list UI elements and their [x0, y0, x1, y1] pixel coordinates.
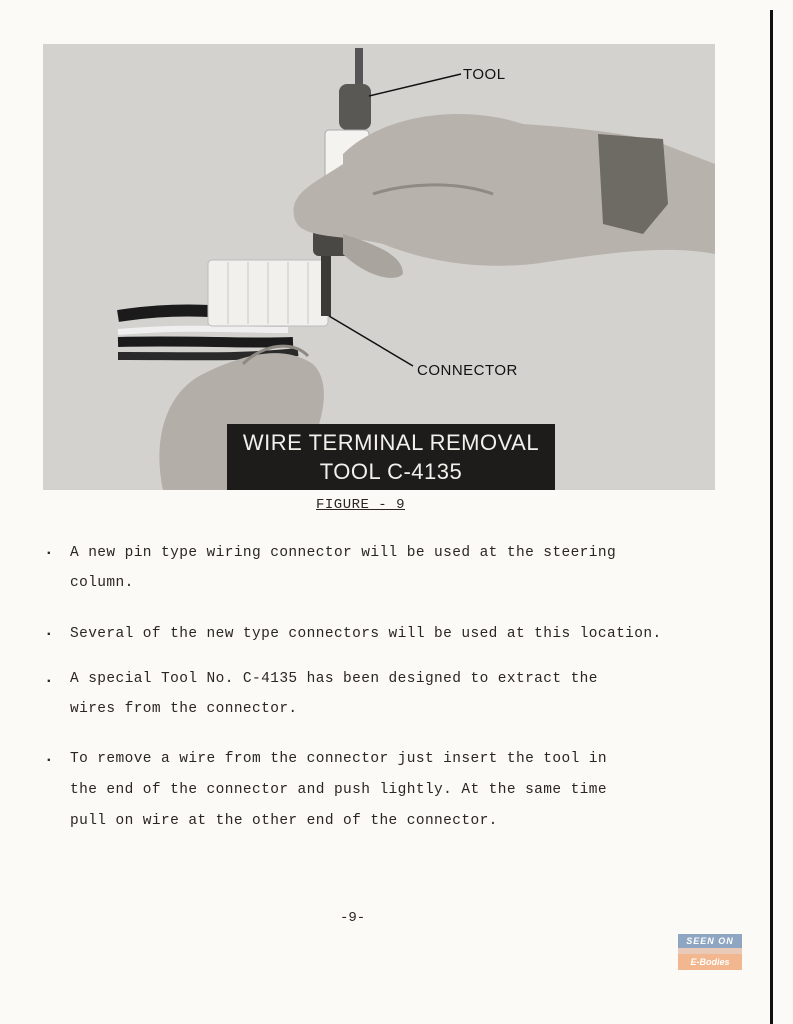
- connector-label: CONNECTOR: [417, 362, 518, 379]
- paragraph-4-line-3: pull on wire at the other end of the connector.: [70, 813, 498, 829]
- bullet-3: .: [44, 669, 54, 687]
- paragraph-2: [70, 619, 730, 649]
- paragraph-1: [70, 538, 730, 598]
- paragraph-1-line-2: column.: [70, 575, 134, 591]
- paragraph-1-line-1: A new pin type wiring connector will be used at the steering: [70, 545, 617, 561]
- photo-caption: [227, 424, 555, 490]
- paragraph-2-line-1: Several of the new type connectors will be used at this location.: [70, 626, 662, 642]
- page-edge-line: [770, 10, 773, 1024]
- caption-line-2: TOOL C-4135: [319, 459, 463, 484]
- tool-label: TOOL: [463, 66, 506, 83]
- caption-line-1: WIRE TERMINAL REMOVAL: [242, 430, 540, 455]
- paragraph-4-line-2: the end of the connector and push lightly. At the same time: [70, 782, 607, 798]
- badge-top-text: SEEN ON: [678, 934, 742, 948]
- paragraph-3: [70, 664, 730, 724]
- page-number: -9-: [340, 910, 366, 926]
- bullet-4: .: [44, 748, 54, 766]
- bullet-1: .: [44, 541, 54, 559]
- badge-bottom-text: E-Bodies: [678, 954, 742, 970]
- seen-on-e-bodies-badge: [678, 934, 742, 974]
- bullet-2: .: [44, 622, 54, 640]
- connector-block: [208, 260, 328, 326]
- paragraph-4: [70, 744, 730, 837]
- figure-label: FIGURE - 9: [316, 497, 406, 513]
- figure-photo: [43, 44, 715, 490]
- paragraph-3-line-2: wires from the connector.: [70, 701, 298, 717]
- paragraph-3-line-1: A special Tool No. C-4135 has been designed to extract the: [70, 671, 598, 687]
- paragraph-4-line-1: To remove a wire from the connector just insert the tool in: [70, 751, 607, 767]
